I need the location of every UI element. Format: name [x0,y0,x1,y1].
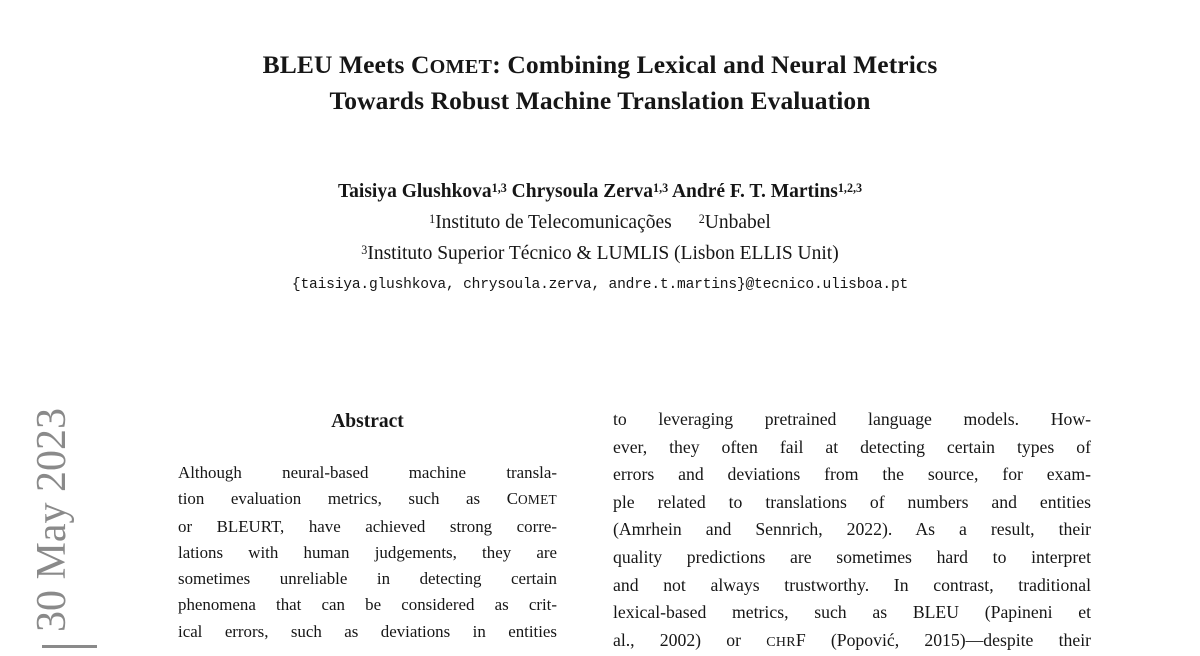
right-column [613,406,1091,656]
text-line: and not always trustworthy. In contrast, traditional [613,574,1091,595]
text-part: André F. T. Martins [668,181,838,202]
text-line: lations with human judgements, they are [178,542,557,562]
authors-line [0,178,1200,207]
superscript: 1,3 [491,180,507,195]
text-line: ical errors, such as deviations in entities [178,621,557,641]
text-line: ple related to translations of numbers and entities [613,491,1091,512]
text-line: errors and deviations from the source, for exam- [613,464,1091,485]
text-line: Although neural-based machine transla- [178,463,557,482]
text-line: (Amrhein and Sennrich, 2022). As a result, their [613,519,1091,540]
text-part: Instituto de Telecomunicações [435,212,672,233]
text-part: BLEU Meets C [262,50,430,79]
text-part: : Combining Lexical and Neural Metrics [492,50,938,79]
text-part: Chrysoula Zerva [506,181,654,202]
superscript: 1 [429,211,436,226]
authors-email: {taisiya.glushkova, chrysoula.zerva, andre.t.martins}@tecnico.ulisboa.pt [291,277,909,293]
superscript: 3 [361,242,368,257]
text-line: to leveraging pretrained language models. How- [613,409,1091,429]
text-line [613,627,1091,656]
superscript: 1,3 [653,180,669,195]
left-column [178,409,557,645]
text-line: lexical-based metrics, such as BLEU (Papineni et [613,602,1091,623]
text-line: phenomena that can be considered as crit- [178,595,557,615]
paper-title-line-2: Towards Robust Machine Translation Evaluation [329,86,871,115]
smallcaps-text: CHR [766,634,796,650]
abstract-heading: Abstract [331,411,404,432]
text-part: Taisiya Glushkova [337,181,492,202]
affiliation-line-2 [0,240,1200,269]
author-block [0,178,1200,297]
right-column-text [613,406,1091,656]
text-part: Instituto Superior Técnico & LUMLIS (Lisbon ELLIS Unit) [367,243,839,264]
paper-title-line-1 [0,48,1200,84]
arxiv-date-stamp: 30 May 2023 [29,408,75,632]
paper-title [0,48,1200,117]
text-line: sometimes unreliable in detecting certain [178,569,557,589]
text-part: F (Popović, 2015)—despite their [795,629,1092,650]
text-line: ever, they often fail at detecting certain types of [613,436,1091,457]
text-part: Unbabel [704,212,771,233]
text-line [178,486,557,513]
abstract-text [178,460,557,645]
text-part: al., 2002) or [613,629,767,650]
text-line: or BLEURT, have achieved strong corre- [178,516,557,536]
superscript: 1,2,3 [837,180,863,195]
affiliation-line-1 [0,209,1200,238]
text-part: tion evaluation metrics, such as C [178,489,518,509]
smallcaps-text: OMET [517,492,557,508]
superscript: 2 [698,211,705,226]
smallcaps-text: OMET [429,56,493,78]
text-line: quality predictions are sometimes hard to interpret [613,546,1091,567]
